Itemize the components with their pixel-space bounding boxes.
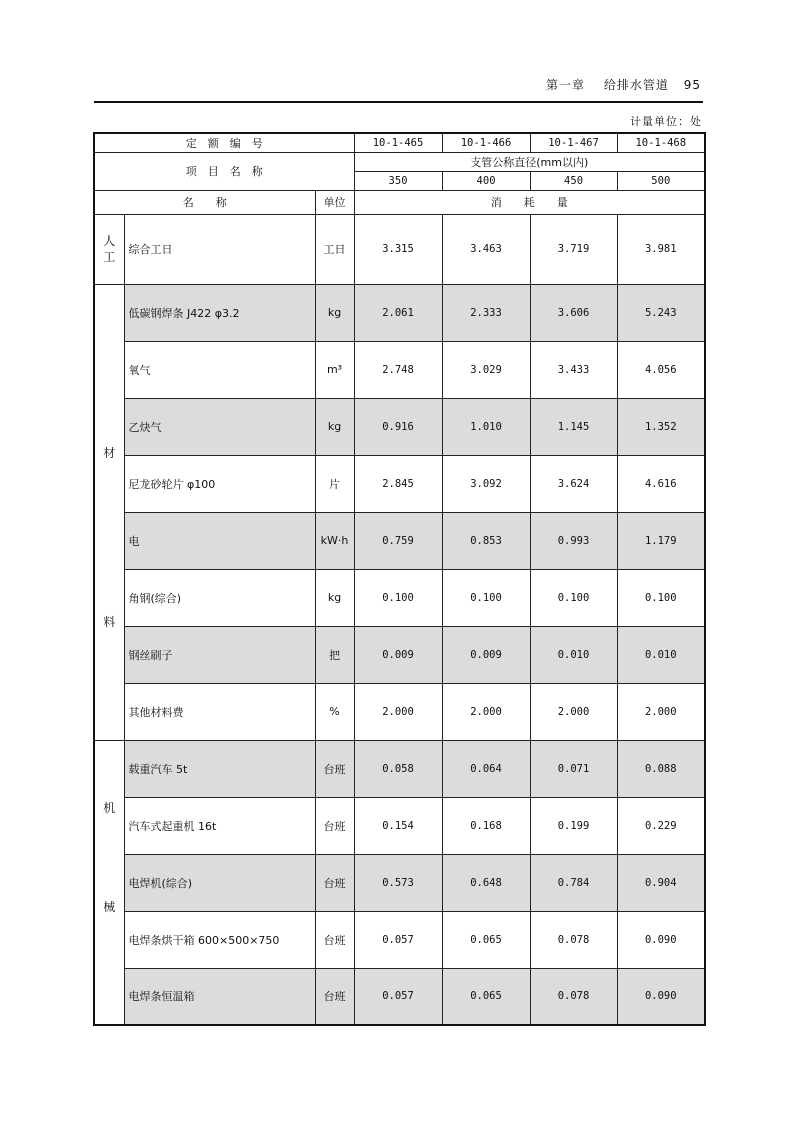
materials-group-label: 材 料 [94, 284, 124, 740]
consumption-label: 消 耗 量 [354, 190, 705, 214]
item-value: 0.071 [530, 740, 617, 797]
item-unit: kg [315, 398, 354, 455]
item-value: 3.315 [354, 214, 442, 284]
item-value: 3.092 [442, 455, 530, 512]
item-value: 3.624 [530, 455, 617, 512]
item-name: 氧气 [124, 341, 315, 398]
item-unit: 台班 [315, 968, 354, 1025]
item-name: 角钢(综合) [124, 569, 315, 626]
item-value: 0.904 [617, 854, 705, 911]
item-value: 0.100 [530, 569, 617, 626]
item-name: 低碳钢焊条 J422 φ3.2 [124, 284, 315, 341]
item-value: 1.179 [617, 512, 705, 569]
item-name: 电焊机(综合) [124, 854, 315, 911]
item-value: 2.000 [442, 683, 530, 740]
item-name: 电 [124, 512, 315, 569]
item-name: 汽车式起重机 16t [124, 797, 315, 854]
item-value: 1.352 [617, 398, 705, 455]
item-value: 0.648 [442, 854, 530, 911]
item-unit: 工日 [315, 214, 354, 284]
item-unit: 台班 [315, 911, 354, 968]
quota-code-label: 定 额 编 号 [94, 133, 354, 152]
item-unit: 把 [315, 626, 354, 683]
item-value: 0.064 [442, 740, 530, 797]
table-row [94, 854, 705, 911]
column-header-row [94, 190, 705, 214]
item-value: 0.065 [442, 911, 530, 968]
chapter-number: 第一章 [546, 78, 586, 92]
item-value: 1.010 [442, 398, 530, 455]
item-value: 4.616 [617, 455, 705, 512]
item-unit: kg [315, 284, 354, 341]
item-unit: 片 [315, 455, 354, 512]
item-value: 2.000 [354, 683, 442, 740]
item-value: 0.784 [530, 854, 617, 911]
table-row [94, 569, 705, 626]
item-value: 3.433 [530, 341, 617, 398]
item-value: 0.078 [530, 968, 617, 1025]
diameter-label: 支管公称直径(mm以内) [354, 152, 705, 171]
page-number: 95 [683, 78, 701, 92]
item-value: 0.100 [354, 569, 442, 626]
item-value: 3.981 [617, 214, 705, 284]
unit-note: 计量单位：处 [630, 115, 702, 128]
table-row [94, 341, 705, 398]
item-value: 1.145 [530, 398, 617, 455]
table-row [94, 797, 705, 854]
diameter-3: 450 [530, 171, 617, 190]
item-value: 0.853 [442, 512, 530, 569]
item-value: 0.199 [530, 797, 617, 854]
item-unit: kg [315, 569, 354, 626]
quota-code-3: 10-1-467 [530, 133, 617, 152]
item-name: 电焊条烘干箱 600×500×750 [124, 911, 315, 968]
quota-code-4: 10-1-468 [617, 133, 705, 152]
item-name: 载重汽车 5t [124, 740, 315, 797]
item-value: 0.759 [354, 512, 442, 569]
item-value: 0.916 [354, 398, 442, 455]
item-value: 2.748 [354, 341, 442, 398]
item-value: 0.009 [442, 626, 530, 683]
table-row [94, 911, 705, 968]
item-value: 4.056 [617, 341, 705, 398]
item-value: 0.100 [617, 569, 705, 626]
item-value: 3.606 [530, 284, 617, 341]
item-name: 电焊条恒温箱 [124, 968, 315, 1025]
item-value: 0.229 [617, 797, 705, 854]
table-row [94, 683, 705, 740]
name-column-label: 名 称 [94, 190, 315, 214]
item-unit: kW·h [315, 512, 354, 569]
item-value: 2.061 [354, 284, 442, 341]
item-name: 乙炔气 [124, 398, 315, 455]
item-name: 尼龙砂轮片 φ100 [124, 455, 315, 512]
item-value: 2.000 [530, 683, 617, 740]
item-value: 5.243 [617, 284, 705, 341]
machinery-group-label: 机 械 [94, 740, 124, 1025]
quota-code-2: 10-1-466 [442, 133, 530, 152]
table-row [94, 214, 705, 284]
unit-column-label: 单位 [315, 190, 354, 214]
diameter-4: 500 [617, 171, 705, 190]
item-name: 其他材料费 [124, 683, 315, 740]
chapter-title: 给排水管道 [603, 78, 669, 92]
table-row [94, 398, 705, 455]
item-value: 0.057 [354, 911, 442, 968]
item-value: 0.078 [530, 911, 617, 968]
item-value: 0.573 [354, 854, 442, 911]
item-value: 0.993 [530, 512, 617, 569]
labor-group-label: 人 工 [94, 214, 124, 284]
item-value: 0.168 [442, 797, 530, 854]
table-row [94, 626, 705, 683]
item-value: 2.000 [617, 683, 705, 740]
header-text [540, 76, 701, 93]
table-row [94, 455, 705, 512]
item-value: 0.058 [354, 740, 442, 797]
diameter-2: 400 [442, 171, 530, 190]
project-name-label: 项 目 名 称 [94, 152, 354, 190]
item-value: 0.088 [617, 740, 705, 797]
quota-code-row [94, 133, 705, 152]
item-name: 综合工日 [124, 214, 315, 284]
item-value: 0.009 [354, 626, 442, 683]
item-value: 0.090 [617, 968, 705, 1025]
table-row [94, 740, 705, 797]
item-unit: m³ [315, 341, 354, 398]
item-unit: 台班 [315, 854, 354, 911]
item-value: 0.090 [617, 911, 705, 968]
table-row [94, 512, 705, 569]
item-value: 0.065 [442, 968, 530, 1025]
item-value: 0.154 [354, 797, 442, 854]
item-value: 3.719 [530, 214, 617, 284]
quota-table [93, 132, 706, 1026]
table-row [94, 968, 705, 1025]
item-unit: 台班 [315, 797, 354, 854]
page-header [94, 73, 703, 103]
item-unit: 台班 [315, 740, 354, 797]
item-value: 0.100 [442, 569, 530, 626]
item-name: 钢丝刷子 [124, 626, 315, 683]
item-value: 2.333 [442, 284, 530, 341]
table-row [94, 284, 705, 341]
item-value: 3.029 [442, 341, 530, 398]
item-unit: % [315, 683, 354, 740]
item-value: 3.463 [442, 214, 530, 284]
item-value: 2.845 [354, 455, 442, 512]
quota-code-1: 10-1-465 [354, 133, 442, 152]
diameter-label-row [94, 152, 705, 171]
item-value: 0.057 [354, 968, 442, 1025]
diameter-1: 350 [354, 171, 442, 190]
item-value: 0.010 [530, 626, 617, 683]
item-value: 0.010 [617, 626, 705, 683]
